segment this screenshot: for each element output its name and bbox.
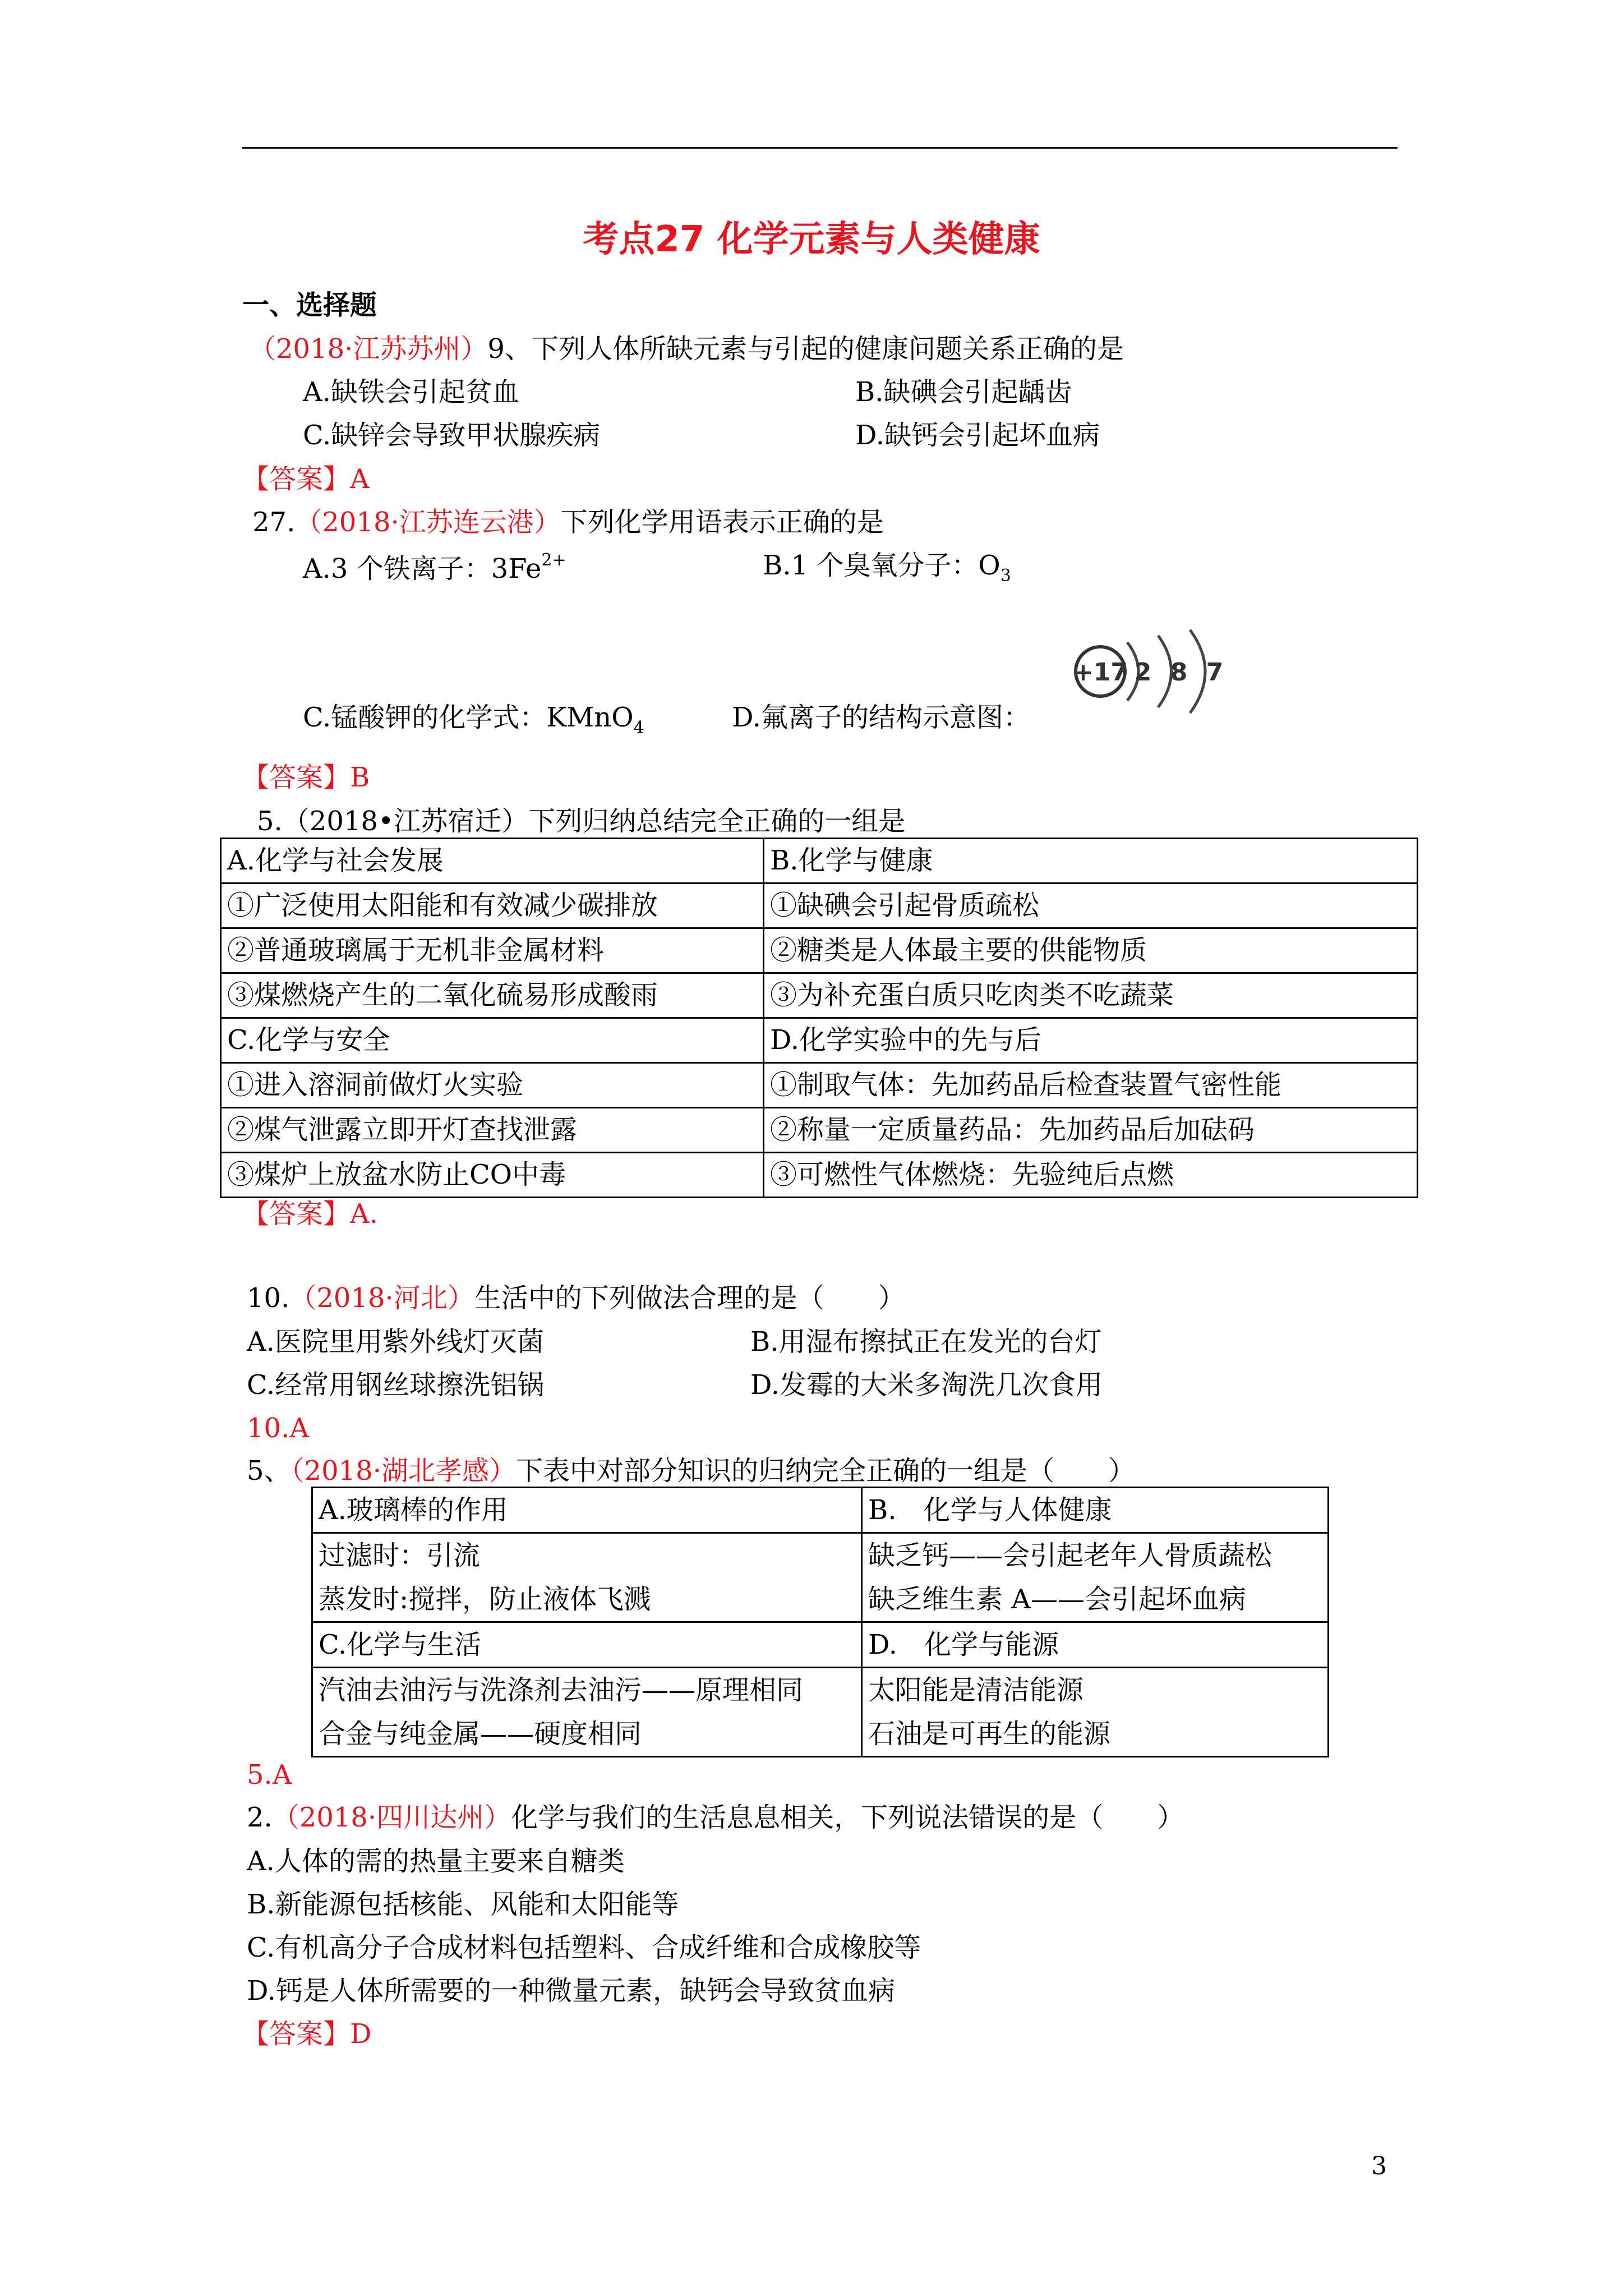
table-row [221,1063,1418,1108]
option-c: C.经常用钢丝球擦洗铝锅 [247,1369,545,1401]
table-cell: D.化学实验中的先与后 [764,1018,1418,1063]
question-2 [252,509,884,536]
table-cell: ①制取气体：先加药品后检查装置气密性能 [764,1063,1418,1108]
option-a: A.医院里用紫外线灯灭菌 [247,1326,544,1358]
option-c: C.锰酸钾的化学式：KMnO$_4$ [303,702,644,738]
table-cell: D. 化学与能源 [862,1622,1329,1668]
question-stem: 下列化学用语表示正确的是 [560,507,884,538]
answer-label: 【答案】 [242,2018,351,2050]
question-source: （2018·河北） [289,1282,474,1314]
page-title: 考点27 化学元素与人类健康 [583,219,1040,260]
section-heading: 一、选择题 [242,289,377,321]
electron-shell-3 [1190,630,1205,713]
answer-label: 【答案】 [242,1198,351,1230]
table-cell: ③可燃性气体燃烧：先验纯后点燃 [764,1153,1418,1198]
question-source: （2018·湖北孝感） [291,1455,516,1487]
table-cell: ②普通玻璃属于无机非金属材料 [221,928,764,973]
question-5 [247,1455,1135,1487]
table-row [312,1668,1329,1757]
answer-label: 【答案】 [242,762,351,793]
table-cell: C.化学与生活 [312,1622,862,1668]
shell-electrons-1: 2 [1134,658,1152,687]
answer-value: 10.A [247,1412,309,1444]
option-b: B.缺碘会引起龋齿 [855,376,1072,408]
answer-value: A. [350,1198,378,1230]
option-a: A.缺铁会引起贫血 [303,376,519,408]
table-row [221,973,1418,1018]
question-number: 27. [252,507,296,538]
table-cell: C.化学与安全 [221,1018,764,1063]
page-number: 3 [1371,2152,1387,2180]
table-row [221,839,1418,884]
question-stem: 9、下列人体所缺元素与引起的健康问题关系正确的是 [487,333,1124,365]
option-c: C.有机高分子合成材料包括塑料、合成纤维和合成橡胶等 [247,1932,921,1963]
option-a: A.人体的需的热量主要来自糖类 [247,1846,625,1877]
table-cell: ①进入溶洞前做灯火实验 [221,1063,764,1108]
answer-label: 【答案】 [242,463,351,495]
header-rule [242,147,1398,149]
table-cell: ③为补充蛋白质只吃肉类不吃蔬菜 [764,973,1418,1018]
answer-value: B [350,762,370,793]
option-b: B.用湿布擦拭正在发光的台灯 [750,1326,1102,1358]
table-cell: B. 化学与人体健康 [862,1488,1329,1533]
table-row [221,884,1418,928]
option-d: D.发霉的大米多淘洗几次食用 [750,1369,1103,1401]
shell-electrons-2: 8 [1170,658,1188,687]
table-cell: A.化学与社会发展 [221,839,764,884]
question-1 [249,333,1124,365]
table-cell: 过滤时：引流 蒸发时:搅拌，防止液体飞溅 [312,1533,862,1622]
question-source: （2018·四川达州） [272,1802,511,1833]
option-d: D.缺钙会引起坏血病 [855,420,1100,451]
table-row [312,1622,1329,1668]
answer-line [242,463,370,495]
answer-line [242,2018,372,2050]
question-source: （2018·江苏苏州） [249,333,488,365]
table-row [221,928,1418,973]
question-number: 5、 [247,1455,291,1487]
option-d: D.钙是人体所需要的一种微量元素，缺钙会导致贫血病 [247,1975,896,2007]
question-3-table [220,838,1418,1198]
table-cell: ①缺碘会引起骨质疏松 [764,884,1418,928]
table-cell: ②煤气泄露立即开灯查找泄露 [221,1108,764,1153]
option-d: D.氟离子的结构示意图： [732,702,1031,733]
answer-value: 5.A [247,1759,292,1791]
table-row [221,1153,1418,1198]
question-6 [247,1804,1184,1831]
question-stem: 化学与我们的生活息息相关，下列说法错误的是（ ） [511,1802,1184,1833]
option-a: A.3 个铁离子：$3Fe^{2+}$ [303,550,566,585]
nucleus-charge: +17 [1072,658,1128,687]
answer-line [242,764,370,791]
option-b: B.新能源包括核能、风能和太阳能等 [247,1889,679,1920]
answer-value: D [350,2018,372,2050]
option-b: B.1 个臭氧分子：$O_3$ [763,550,1011,586]
table-cell: B.化学与健康 [764,839,1418,884]
question-source: （2018·江苏连云港） [295,507,561,538]
table-cell: 缺乏钙——会引起老年人骨质蔬松 缺乏维生素 A——会引起坏血病 [862,1533,1329,1622]
table-cell: ②糖类是人体最主要的供能物质 [764,928,1418,973]
answer-line [242,1198,378,1230]
table-cell: ①广泛使用太阳能和有效减少碳排放 [221,884,764,928]
question-4 [247,1282,905,1314]
table-cell: 汽油去油污与洗涤剂去油污——原理相同 合金与纯金属——硬度相同 [312,1668,862,1757]
question-5-table [311,1487,1329,1757]
table-cell: ③煤炉上放盆水防止CO中毒 [221,1153,764,1198]
question-3-stem: 5.（2018•江苏宿迁）下列归纳总结完全正确的一组是 [257,806,906,837]
table-cell: ②称量一定质量药品：先加药品后加砝码 [764,1108,1418,1153]
table-cell: 太阳能是清洁能源 石油是可再生的能源 [862,1668,1329,1757]
table-cell: A.玻璃棒的作用 [312,1488,862,1533]
table-row [312,1533,1329,1622]
table-row [312,1488,1329,1533]
table-row [221,1108,1418,1153]
atomic-structure-diagram [1060,625,1245,732]
question-stem: 下表中对部分知识的归纳完全正确的一组是（ ） [515,1455,1135,1487]
shell-electrons-3: 7 [1206,658,1224,687]
question-number: 10. [247,1282,290,1314]
question-stem: 生活中的下列做法合理的是（ ） [474,1282,905,1314]
answer-value: A [350,463,370,495]
table-cell: ③煤燃烧产生的二氧化硫易形成酸雨 [221,973,764,1018]
option-c: C.缺锌会导致甲状腺疾病 [303,420,601,451]
table-row [221,1018,1418,1063]
electron-shell-2 [1158,636,1172,707]
question-number: 2. [247,1802,273,1833]
